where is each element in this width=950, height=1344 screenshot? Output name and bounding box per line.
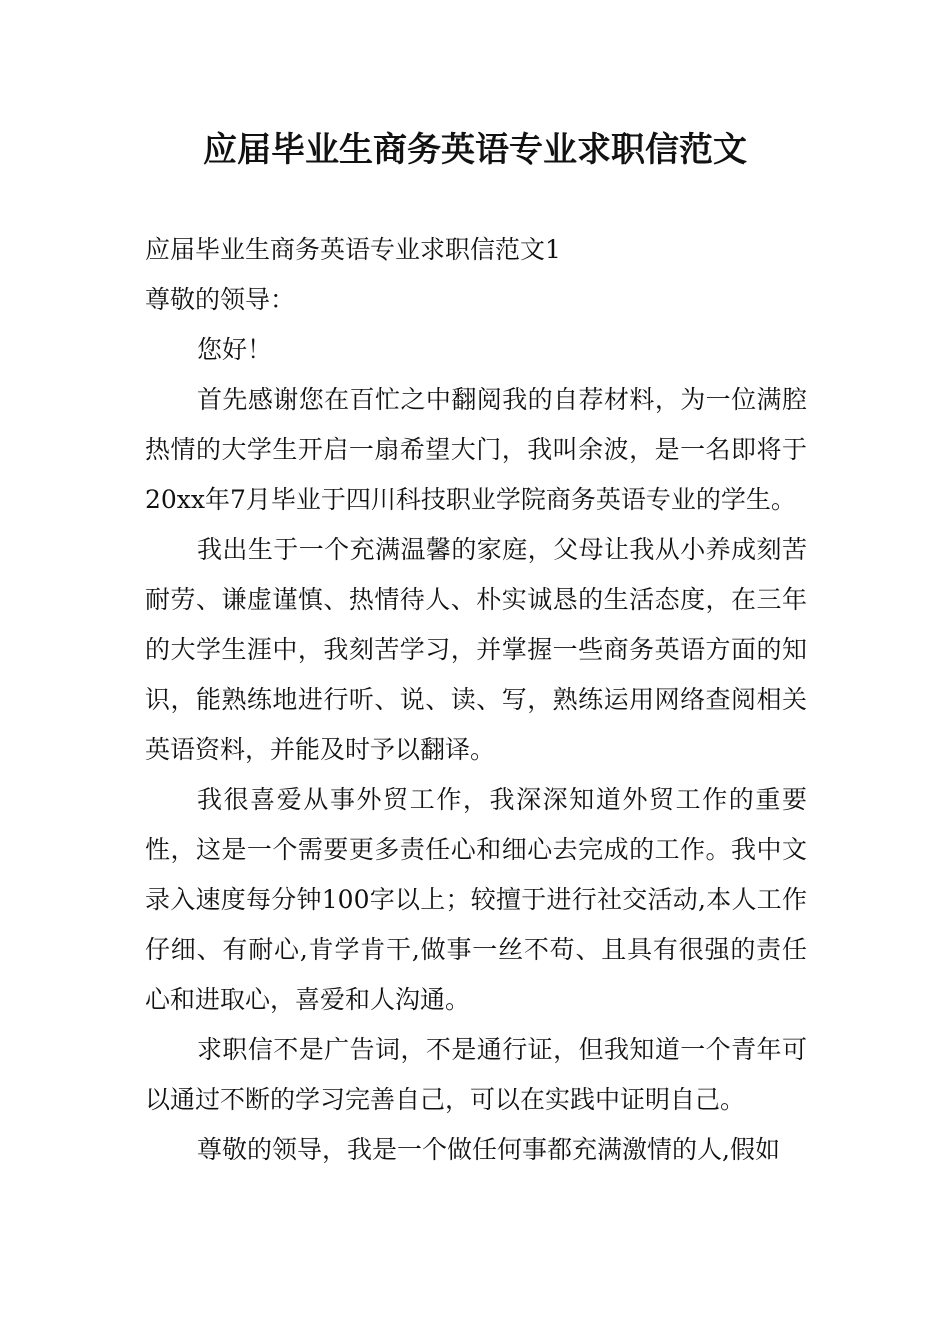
paragraph-closing-partial: 尊敬的领导，我是一个做任何事都充满激情的人,假如 [197,1135,780,1164]
paragraph-introduction: 首先感谢您在百忙之中翻阅我的自荐材料，为一位满腔热情的大学生开启一扇希望大门，我叫余波，是一名即将于20xx年7月毕业于四川科技职业学院商务英语专业的学生。 [145,385,807,514]
paragraph-background: 我出生于一个充满温馨的家庭，父母让我从小养成刻苦耐劳、谦虚谨慎、热情待人、朴实诚恳的生活态度，在三年的大学生涯中，我刻苦学习，并掌握一些商务英语方面的知识，能熟练地进行听、说、读、写，熟练运用网络查阅相关英语资料，并能及时予以翻译。 [145,535,807,764]
paragraph-statement: 求职信不是广告词，不是通行证，但我知道一个青年可以通过不断的学习完善自己，可以在实践中证明自己。 [145,1035,807,1114]
paragraph-skills: 我很喜爱从事外贸工作，我深深知道外贸工作的重要性，这是一个需要更多责任心和细心去完成的工作。我中文录入速度每分钟100字以上；较擅于进行社交活动,本人工作仔细、有耐心,肯学肯干,做事一丝不苟、且具有很强的责任心和进取心，喜爱和人沟通。 [145,785,807,1014]
salutation: 尊敬的领导： [145,285,296,314]
document-title: 应届毕业生商务英语专业求职信范文 [203,130,747,170]
greeting: 您好！ [197,335,273,364]
letter-body [145,225,807,1175]
letter-heading: 应届毕业生商务英语专业求职信范文1 [145,235,561,264]
